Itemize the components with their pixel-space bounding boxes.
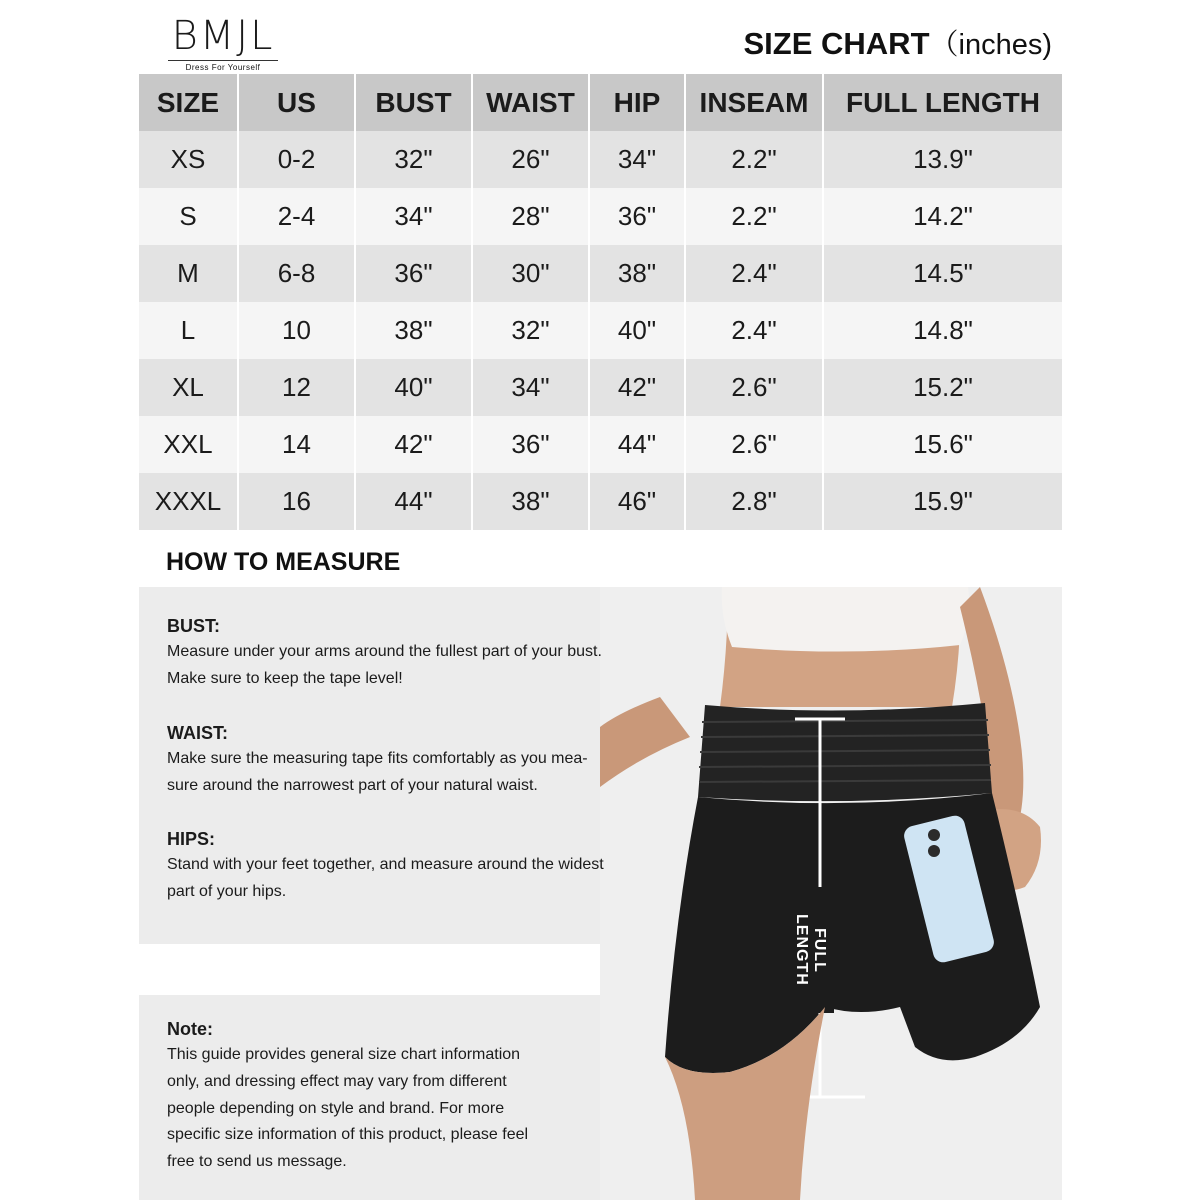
cell-full-length: 14.8" — [823, 302, 1062, 359]
table-row — [139, 131, 1062, 188]
cell-waist: 30" — [472, 245, 589, 302]
bust-guide — [167, 613, 637, 692]
cell-hip: 42" — [589, 359, 685, 416]
cell-waist: 36" — [472, 416, 589, 473]
bust-guide-title: BUST: — [167, 616, 220, 636]
waist-guide-line: Make sure the measuring tape fits comfortably as you mea- — [167, 750, 588, 767]
table-row — [139, 473, 1062, 530]
cell-full-length: 15.6" — [823, 416, 1062, 473]
waist-guide — [167, 720, 637, 799]
cell-hip: 46" — [589, 473, 685, 530]
cell-us: 10 — [238, 302, 355, 359]
note-line: only, and dressing effect may vary from different — [167, 1072, 507, 1090]
cell-bust: 42" — [355, 416, 472, 473]
col-header-bust: BUST — [355, 74, 472, 131]
cell-us: 2-4 — [238, 188, 355, 245]
cell-bust: 38" — [355, 302, 472, 359]
cell-us: 0-2 — [238, 131, 355, 188]
cell-waist: 38" — [472, 473, 589, 530]
cell-inseam: 2.6" — [685, 359, 823, 416]
cell-bust: 44" — [355, 473, 472, 530]
cell-full-length: 15.9" — [823, 473, 1062, 530]
col-header-us: US — [238, 74, 355, 131]
cell-bust: 34" — [355, 188, 472, 245]
cell-full-length: 13.9" — [823, 131, 1062, 188]
waist-guide-line: sure around the narrowest part of your natural waist. — [167, 776, 538, 794]
size-chart-unit: （inches) — [929, 29, 1052, 61]
cell-inseam: 2.4" — [685, 245, 823, 302]
cell-inseam: 2.2" — [685, 188, 823, 245]
hips-guide-title: HIPS: — [167, 829, 216, 849]
cell-size: XL — [172, 372, 204, 402]
cell-size: M — [177, 258, 199, 288]
cell-us: 12 — [238, 359, 355, 416]
cell-inseam: 2.2" — [685, 131, 823, 188]
cell-hip: 34" — [589, 131, 685, 188]
table-row — [139, 359, 1062, 416]
cell-waist: 32" — [472, 302, 589, 359]
table-row — [139, 416, 1062, 473]
note-line: specific size information of this product, please feel — [167, 1126, 529, 1144]
cell-us: 16 — [238, 473, 355, 530]
cell-size: XXL — [163, 429, 213, 459]
cell-size: XS — [170, 144, 206, 174]
note-line: people depending on style and brand. For more — [167, 1099, 505, 1117]
cell-inseam: 2.8" — [685, 473, 823, 530]
brand-tagline: Dress For Yourself — [168, 60, 278, 72]
size-chart-title — [744, 22, 1053, 63]
full-length-label: FULL LENGTH — [793, 914, 828, 986]
cell-hip: 40" — [589, 302, 685, 359]
cell-full-length: 15.2" — [823, 359, 1062, 416]
cell-hip: 36" — [589, 188, 685, 245]
cell-us: 6-8 — [238, 245, 355, 302]
hips-guide — [167, 826, 637, 905]
cell-size: S — [179, 201, 197, 231]
col-header-inseam: INSEAM — [685, 74, 823, 131]
cell-waist: 34" — [472, 359, 589, 416]
cell-bust: 36" — [355, 245, 472, 302]
brand-logo-mark: BMJL — [171, 13, 275, 59]
cell-hip: 44" — [589, 416, 685, 473]
how-to-measure-heading: HOW TO MEASURE — [166, 548, 401, 576]
col-header-full-length: FULL LENGTH — [823, 74, 1062, 131]
cell-hip: 38" — [589, 245, 685, 302]
cell-inseam: 2.6" — [685, 416, 823, 473]
cell-size: L — [180, 315, 196, 345]
waist-guide-title: WAIST: — [167, 723, 228, 743]
cell-full-length: 14.5" — [823, 245, 1062, 302]
cell-bust: 32" — [355, 131, 472, 188]
col-header-hip: HIP — [589, 74, 685, 131]
bust-guide-line: Measure under your arms around the fullest part of your bust. — [167, 643, 602, 660]
cell-waist: 28" — [472, 188, 589, 245]
table-row — [139, 302, 1062, 359]
size-chart-title-main: SIZE CHART — [743, 26, 930, 61]
cell-full-length: 14.2" — [823, 188, 1062, 245]
cell-inseam: 2.4" — [685, 302, 823, 359]
col-header-size: SIZE — [156, 86, 220, 118]
note-title: Note: — [167, 1019, 213, 1039]
table-row — [139, 188, 1062, 245]
model-photo — [600, 587, 1062, 1200]
note-text — [167, 1016, 557, 1176]
cell-us: 14 — [238, 416, 355, 473]
cell-bust: 40" — [355, 359, 472, 416]
bust-guide-line: Make sure to keep the tape level! — [167, 669, 403, 687]
cell-waist: 26" — [472, 131, 589, 188]
hips-guide-line: Stand with your feet together, and measure around the widest — [167, 856, 604, 873]
note-line: This guide provides general size chart information — [167, 1046, 521, 1063]
hips-guide-line: part of your hips. — [167, 882, 287, 900]
col-header-waist: WAIST — [472, 74, 589, 131]
brand-logo — [164, 14, 282, 72]
size-table — [139, 74, 1062, 530]
size-table-header-row — [139, 74, 1062, 131]
note-line: free to send us message. — [167, 1153, 347, 1171]
cell-size: XXXL — [154, 486, 222, 516]
table-row — [139, 245, 1062, 302]
